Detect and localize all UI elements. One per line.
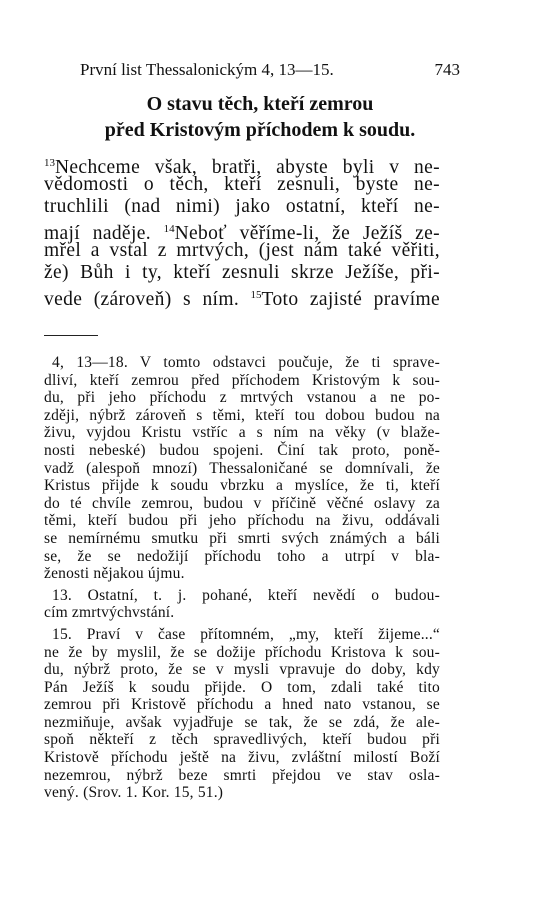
- note-4-13-18: [44, 354, 440, 583]
- text-line-4a: mají naděje.: [44, 223, 164, 244]
- note-line: živu, vyjdou Kristu vstříc a s ním na věky (v blaže-: [44, 424, 440, 442]
- verse-number-15: 15: [250, 289, 262, 301]
- note-line: Pán Ježíš k soudu přijde. O tom, zdali také tito: [44, 678, 440, 696]
- note-line: vadž (alespoň mnozí) Thessaloničané se domnívali, že: [44, 459, 440, 477]
- note-line: těmi, kteří budou při jeho příchodu na živu, oddávali: [44, 512, 440, 530]
- heading-line-2: před Kristovým příchodem k soudu.: [104, 119, 416, 141]
- text-line-7b: Toto zajisté pravíme: [261, 289, 440, 310]
- note-line: spoň někteří z těch spravedlivých, kteří budou při: [44, 731, 440, 749]
- note-line: Kristus přijde k soudu vbrzku a myslíce, že ti, kteří: [44, 477, 440, 495]
- note-line: ženosti nějakou újmu.: [44, 565, 185, 583]
- running-head: [80, 59, 460, 81]
- text-line-3: truchlili (nad nimi) jako ostatní, kteří ne-: [44, 196, 440, 217]
- footnotes: [44, 354, 440, 802]
- verse-number-13: 13: [44, 157, 55, 169]
- running-head-title: První list Thessalonickým 4, 13—15.: [80, 60, 334, 79]
- note-line: du, nýbrž proto, že se v mysli vpravuje do doby, kdy: [44, 661, 440, 679]
- note-line: du, při jeho příchodu z mrtvých vstanou a ne po-: [44, 389, 440, 407]
- note-line: do té chvíle zemrou, budou v příčině věčné oslavy za: [44, 494, 440, 512]
- note-line: 4, 13—18. V tomto odstavci poučuje, že ti sprave-: [52, 354, 440, 371]
- text-line-1-content: Nechceme však, bratři, abyste byli v ne-: [55, 157, 440, 178]
- note-line: se, že se nedožijí příchodu toho a utrpí v bla-: [44, 547, 440, 565]
- text-line-4: [44, 218, 440, 244]
- text-line-7a: vede (zároveň) s ním.: [44, 289, 251, 310]
- text-line-7: [44, 284, 440, 310]
- note-line: dliví, kteří zemrou před příchodem Kristovým k sou-: [44, 371, 440, 389]
- note-line: nezmiňuje, avšak vyjadřuje se tak, že se zdá, že ale-: [44, 713, 440, 731]
- note-line: 15. Praví v čase přítomném, „my, kteří žijeme...“: [52, 625, 440, 643]
- note-15: [44, 626, 440, 802]
- note-line: se nemírnému smutku při smrti svých známých a báli: [44, 529, 440, 547]
- note-line: zemrou při Kristově příchodu a hned nato vstanou, se: [44, 696, 440, 714]
- note-13: [44, 587, 440, 622]
- note-line: 13. Ostatní, t. j. pohané, kteří nevědí o budou-: [52, 586, 440, 604]
- note-line: ne že by myslil, že se dožije příchodu Kristova k sou-: [44, 643, 440, 661]
- note-line: nezemrou, nýbrž beze smrti přejdou ve stav osla-: [44, 766, 440, 784]
- note-line: nosti nebeské) budou spojeni. Činí tak proto, poně-: [44, 441, 440, 459]
- page-number: 743: [434, 60, 460, 79]
- note-line: Kristově příchodu ještě na živu, zvláštní milostí Boží: [44, 749, 440, 767]
- text-line-6: že) Bůh i ty, kteří zesnuli skrze Ježíše, při-: [44, 262, 440, 283]
- verse-number-14: 14: [163, 223, 175, 235]
- note-line: zději, nýbrž zároveň s těmi, kteří tou dobou budou na: [44, 406, 440, 424]
- text-line-1: [44, 152, 440, 178]
- text-line-2: vědomosti o těch, kteří zesnuli, byste ne-: [44, 174, 440, 195]
- footnote-rule: [44, 335, 98, 336]
- text-line-4b: Neboť věříme-li, že Ježíš ze-: [174, 223, 440, 244]
- scripture-text: [44, 152, 440, 310]
- text-line-5: mřel a vstal z mrtvých, (jest nám také věřiti,: [44, 240, 440, 261]
- section-heading: [40, 91, 480, 143]
- note-line: vený. (Srov. 1. Kor. 15, 51.): [44, 784, 224, 802]
- heading-line-1: O stavu těch, kteří zemrou: [146, 93, 374, 115]
- note-line: cím zmrtvýchvstání.: [44, 604, 175, 622]
